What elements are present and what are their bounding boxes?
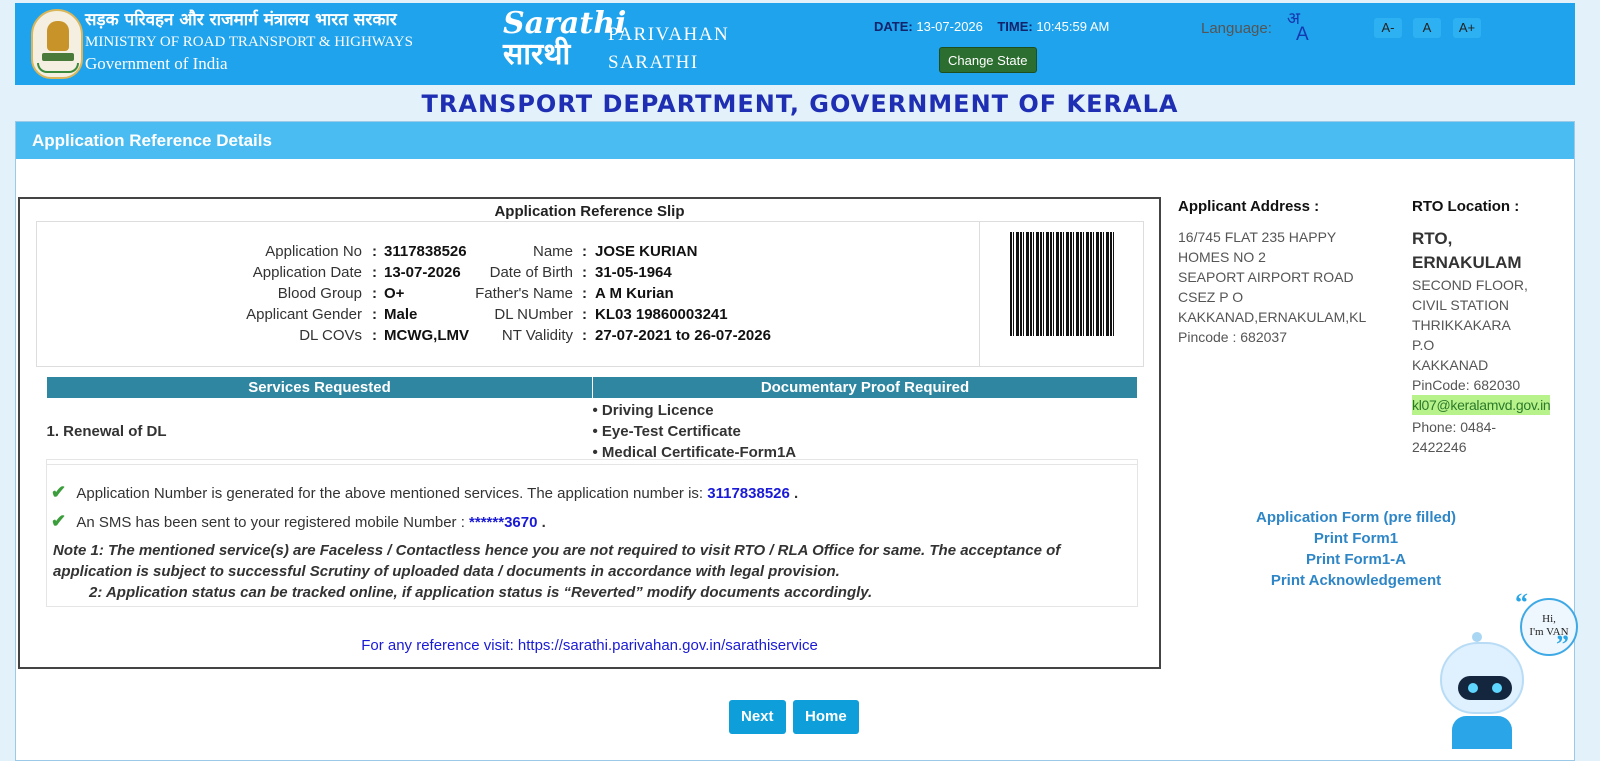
field-colon: :	[582, 306, 587, 323]
field-dl-number	[37, 306, 977, 326]
national-emblem-icon	[31, 9, 83, 79]
services-table	[46, 376, 1138, 465]
message-text: An SMS has been sent to your registered mobile Number :	[76, 514, 465, 531]
table-row	[47, 399, 1138, 465]
applicant-info	[36, 221, 1144, 367]
address-line: CSEZ P O	[1178, 289, 1244, 305]
robot-eye	[1492, 683, 1502, 693]
field-value: JOSE KURIAN	[595, 243, 698, 260]
list-item: • Eye-Test Certificate	[592, 423, 741, 440]
print-form1-link[interactable]: Print Form1	[1313, 530, 1399, 547]
field-value: O+	[384, 285, 405, 302]
barcode-area	[979, 222, 1143, 366]
table-header-row	[47, 377, 1138, 399]
header-services: Services Requested	[47, 377, 593, 399]
chatbot-bubble[interactable]	[1520, 598, 1578, 656]
check-icon: ✔	[51, 482, 67, 502]
ministry-title	[85, 9, 413, 75]
panel-title: Application Reference Details	[16, 122, 1574, 159]
applicant-address	[1178, 197, 1388, 347]
language-icon-hi: अ	[1287, 9, 1300, 28]
home-button[interactable]: Home	[793, 700, 859, 734]
department-title: TRANSPORT DEPARTMENT, GOVERNMENT OF KERALA	[421, 90, 1179, 118]
field-value: 27-07-2021 to 26-07-2026	[595, 327, 771, 344]
quote-close-icon: ”	[1556, 630, 1569, 659]
message-text: Application Number is generated for the above mentioned services. The application number is:	[76, 485, 704, 502]
application-number-value: 3117838526	[707, 485, 790, 502]
note-2: 2: Application status can be tracked online, if application status is “Reverted” modify documents accordingly.	[89, 584, 873, 601]
rto-line: SECOND FLOOR,	[1412, 277, 1528, 293]
logo-script-bottom: सारथी	[503, 37, 571, 72]
check-icon: ✔	[51, 511, 67, 531]
reference-link[interactable]: For any reference visit: https://sarathi.parivahan.gov.in/sarathiservice	[361, 637, 818, 654]
notes	[49, 540, 1139, 603]
service-cell: 1. Renewal of DL	[47, 399, 593, 465]
field-dob	[37, 264, 977, 284]
print-acknowledgement-link[interactable]: Print Acknowledgement	[1270, 572, 1442, 589]
logo-text	[608, 21, 729, 77]
rto-line: P.O	[1412, 337, 1435, 353]
rto-pincode: PinCode: 682030	[1412, 377, 1521, 393]
field-colon: :	[372, 285, 377, 302]
period: .	[541, 514, 546, 531]
robot-visor	[1458, 676, 1512, 700]
language-switch-icon[interactable]	[1287, 11, 1309, 43]
print-form1a-link[interactable]: Print Form1-A	[1305, 551, 1406, 568]
language-label: Language:	[1201, 20, 1272, 37]
field-value: A M Kurian	[595, 285, 674, 302]
field-label: Father's Name	[475, 285, 573, 302]
field-colon: :	[372, 243, 377, 260]
rto-line: KAKKANAD	[1412, 357, 1489, 373]
language-icon-en: A	[1296, 24, 1309, 45]
address-line: HOMES NO 2	[1178, 249, 1266, 265]
rto-name-line2: ERNAKULAM	[1412, 253, 1522, 272]
rto-email-link[interactable]: kl07@keralamvd.gov.in	[1412, 397, 1551, 413]
logo-line-parivahan: PARIVAHAN	[608, 24, 730, 45]
robot-antenna	[1472, 632, 1482, 642]
header-bar	[15, 3, 1575, 85]
field-colon: :	[372, 264, 377, 281]
quote-open-icon: “	[1515, 588, 1528, 617]
field-value: Male	[384, 306, 418, 323]
date-label: DATE:	[874, 19, 913, 34]
date-time	[874, 19, 1109, 34]
period: .	[794, 485, 799, 502]
documents-cell	[593, 399, 1138, 465]
note-1: Note 1: The mentioned service(s) are Faceless / Contactless hence you are not required to visit RTO / RLA Office for same. The acceptance of application is subject to successful Scrutiny of uploaded data / documents in accordance with legal provision.	[53, 542, 1061, 580]
field-colon: :	[582, 243, 587, 260]
font-normal-button[interactable]: A	[1413, 18, 1441, 38]
field-label: DL COVs	[299, 327, 362, 344]
field-label: Name	[532, 243, 573, 260]
chatbot-robot-icon[interactable]	[1432, 632, 1532, 749]
bubble-line1: Hi,	[1542, 613, 1556, 625]
next-button[interactable]: Next	[729, 700, 786, 734]
address-heading: Applicant Address :	[1178, 198, 1320, 215]
robot-body	[1452, 716, 1512, 749]
field-label: Applicant Gender	[246, 306, 362, 323]
ministry-hindi: सड़क परिवहन और राजमार्ग मंत्रालय भारत सरकार	[85, 10, 397, 30]
application-number-message	[51, 482, 798, 503]
field-value: 3117838526	[384, 243, 467, 260]
field-label: Application Date	[252, 264, 362, 281]
robot-head	[1440, 642, 1524, 714]
field-name	[37, 243, 977, 263]
robot-eye	[1468, 683, 1478, 693]
field-label: Application No	[265, 243, 362, 260]
field-label: DL NUmber	[494, 306, 573, 323]
list-item: • Driving Licence	[592, 402, 714, 419]
field-label: Blood Group	[277, 285, 362, 302]
print-links	[1216, 507, 1496, 591]
reference-slip	[18, 197, 1161, 669]
rto-line: THRIKKAKARA	[1412, 317, 1511, 333]
time-value: 10:45:59 AM	[1036, 19, 1110, 34]
field-colon: :	[582, 327, 587, 344]
field-value: KL03 19860003241	[595, 306, 728, 323]
field-colon: :	[372, 306, 377, 323]
rto-phone-line1: Phone: 0484-	[1412, 419, 1497, 435]
field-colon: :	[582, 264, 587, 281]
address-line: KAKKANAD,ERNAKULAM,KL	[1178, 309, 1367, 325]
field-colon: :	[582, 285, 587, 302]
slip-title: Application Reference Slip	[494, 203, 685, 220]
bubble-line2: I'm VAN	[1529, 626, 1569, 638]
header-documents: Documentary Proof Required	[593, 377, 1138, 399]
address-pincode: Pincode : 682037	[1178, 329, 1287, 345]
font-decrease-button[interactable]: A-	[1374, 18, 1402, 38]
mobile-number-value: ******3670	[469, 514, 538, 531]
rto-location	[1412, 197, 1551, 457]
field-value: 31-05-1964	[595, 264, 672, 281]
field-value: MCWG,LMV	[384, 327, 469, 344]
address-line: SEAPORT AIRPORT ROAD	[1178, 269, 1354, 285]
government-label: Government of India	[85, 54, 228, 73]
logo-script-top: Sarathi	[503, 6, 627, 41]
rto-heading: RTO Location :	[1412, 198, 1520, 215]
field-father-name	[37, 285, 977, 305]
logo-line-sarathi: SARATHI	[608, 52, 699, 73]
barcode-icon	[1010, 232, 1116, 336]
list-item: • Medical Certificate-Form1A	[592, 444, 797, 461]
rto-phone-line2: 2422246	[1412, 439, 1467, 455]
change-state-button[interactable]: Change State	[939, 47, 1037, 73]
rto-line: CIVIL STATION	[1412, 297, 1509, 313]
time-label: TIME:	[997, 19, 1033, 34]
field-label: Date of Birth	[489, 264, 573, 281]
font-increase-button[interactable]: A+	[1453, 18, 1481, 38]
address-line: 16/745 FLAT 235 HAPPY	[1178, 229, 1337, 245]
ministry-english: MINISTRY OF ROAD TRANSPORT & HIGHWAYS	[85, 34, 413, 50]
messages-box	[46, 459, 1138, 607]
application-form-link[interactable]: Application Form (pre filled)	[1255, 509, 1456, 526]
field-colon: :	[372, 327, 377, 344]
date-value: 13-07-2026	[916, 19, 983, 34]
rto-name-line1: RTO,	[1412, 229, 1453, 248]
details-panel	[15, 121, 1575, 761]
field-value: 13-07-2026	[384, 264, 461, 281]
field-nt-validity	[37, 327, 977, 347]
sms-message	[51, 511, 546, 532]
field-label: NT Validity	[501, 327, 573, 344]
